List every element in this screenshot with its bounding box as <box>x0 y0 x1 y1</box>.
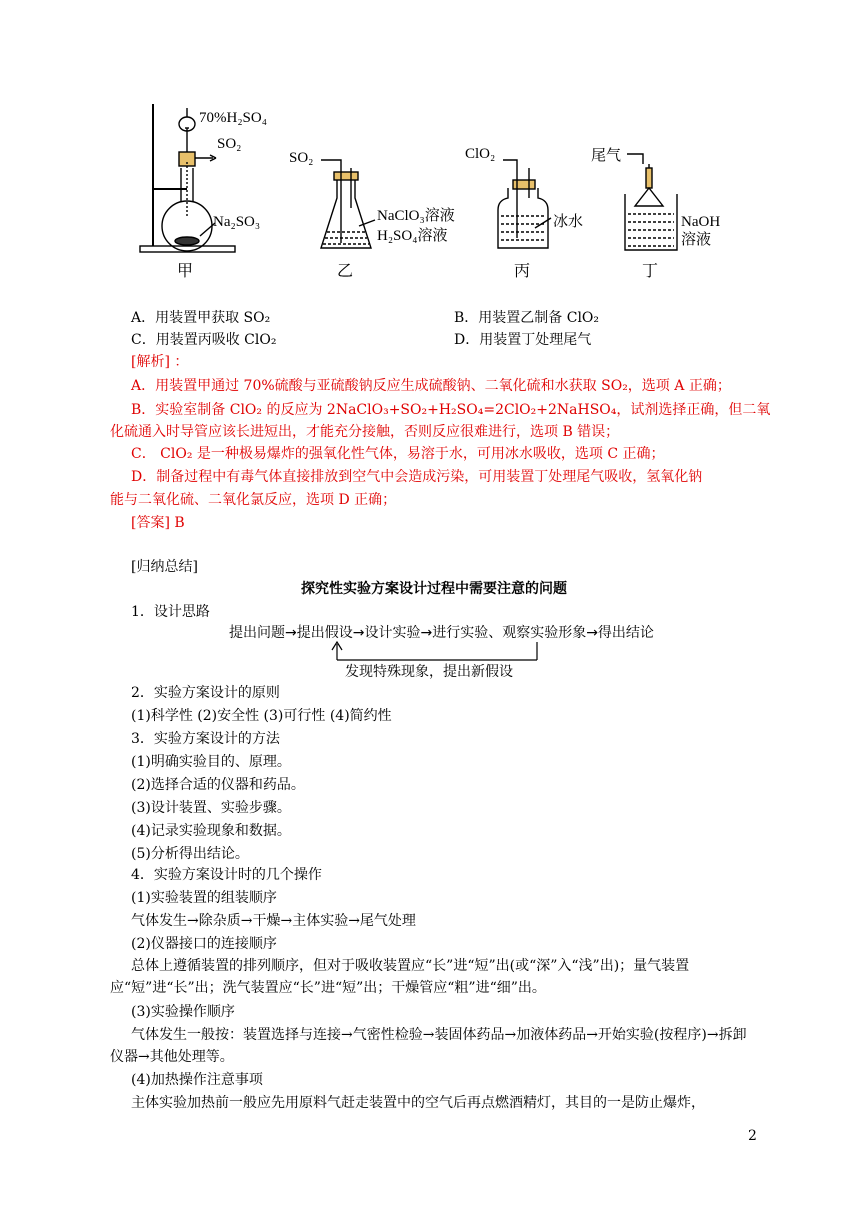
option-c: C．用装置丙吸收 ClO₂ <box>131 332 277 348</box>
label-bing-sol: 冰水 <box>553 212 584 230</box>
op-4-text: 主体实验加热前一般应先用原料气赶走装置中的空气后再点燃酒精灯，其目的一是防止爆炸， <box>131 1095 705 1111</box>
option-a: A．用装置甲获取 SO₂ <box>131 310 271 326</box>
op-1-text: 气体发生→除杂质→干燥→主体实验→尾气处理 <box>131 913 416 929</box>
label-jia-acid: 70%H₂SO₄ <box>199 110 267 126</box>
option-d: D．用装置丁处理尾气 <box>454 332 592 348</box>
op-3-heading: (3)实验操作顺序 <box>131 1004 235 1020</box>
op-2-heading: (2)仪器接口的连接顺序 <box>131 936 277 952</box>
method-5: (5)分析得出结论。 <box>131 846 249 862</box>
label-yi-sol2: H₂SO₄溶液 <box>377 228 448 244</box>
label-jia-gas: SO₂ <box>217 136 242 152</box>
apparatus-yi <box>321 160 375 248</box>
option-b: B．用装置乙制备 ClO₂ <box>454 310 600 326</box>
section-2-heading: 2．实验方案设计的原则 <box>131 685 280 701</box>
label-yi-sol1: NaClO₃溶液 <box>377 208 455 224</box>
label-bing-name: 丙 <box>514 261 531 280</box>
label-ding-name: 丁 <box>642 261 659 280</box>
flow-back-text: 发现特殊现象，提出新假设 <box>345 664 513 680</box>
summary-title: 探究性实验方案设计过程中需要注意的问题 <box>301 581 567 597</box>
analysis-d2: 能与二氧化硫、二氧化氯反应，选项 D 正确； <box>110 492 397 508</box>
label-yi-gas: SO₂ <box>289 150 314 166</box>
summary-tag: [归纳总结] <box>131 559 198 575</box>
label-ding-sol2: 溶液 <box>681 230 712 248</box>
apparatus-figure <box>125 98 745 288</box>
op-3-text: 气体发生一般按：装置选择与连接→气密性检验→装固体药品→加液体药品→开始实验(按程序)→拆卸仪器→其他处理等。 <box>110 1027 747 1065</box>
page-number: 2 <box>748 1128 757 1144</box>
label-bing-gas: ClO₂ <box>465 146 496 162</box>
design-flow-diagram <box>225 620 705 680</box>
analysis-b2: 化硫通入时导管应该长进短出，才能充分接触，否则反应很难进行，选项 B 错误； <box>110 424 620 440</box>
section-3-heading: 3．实验方案设计的方法 <box>131 731 280 747</box>
label-jia-name: 甲 <box>177 261 194 280</box>
section-1-heading: 1．设计思路 <box>131 604 210 620</box>
label-ding-gas: 尾气 <box>591 146 622 164</box>
analysis-c: C． ClO₂ 是一种极易爆炸的强氧化性气体，易溶于水，可用冰水吸收，选项 C 正确； <box>131 446 665 462</box>
analysis-heading: [解析] ： <box>131 354 189 370</box>
method-3: (3)设计装置、实验步骤。 <box>131 800 291 816</box>
apparatus-ding <box>625 154 677 250</box>
analysis-a: A．用装置甲通过 70%硫酸与亚硫酸钠反应生成硫酸钠、二氧化硫和水获取 SO₂，选项 A 正确； <box>131 378 731 394</box>
label-yi-name: 乙 <box>337 261 354 280</box>
analysis-d1: D．制备过程中有毒气体直接排放到空气中会造成污染，可用装置丁处理尾气吸收，氢氧化钠 <box>131 469 703 485</box>
flow-main-text: 提出问题→提出假设→设计实验→进行实验、观察实验形象→得出结论 <box>229 625 654 641</box>
op-4-heading: (4)加热操作注意事项 <box>131 1072 263 1088</box>
label-jia-solid: Na₂SO₃ <box>213 214 261 230</box>
principles: (1)科学性 (2)安全性 (3)可行性 (4)简约性 <box>131 708 392 724</box>
section-4-heading: 4．实验方案设计时的几个操作 <box>131 867 322 883</box>
op-2-text: 总体上遵循装置的排列顺序，但对于吸收装置应“长”进“短”出(或“深”入“浅”出)；量气装置应“短”进“长”出；洗气装置应“长”进“短”出；干燥管应“粗”进“细”出。 <box>110 958 690 996</box>
analysis-b1: B．实验室制备 ClO₂ 的反应为 2NaClO₃+SO₂+H₂SO₄=2ClO₂+2NaHSO₄，试剂选择正确，但二氧 <box>131 402 771 418</box>
label-ding-sol1: NaOH <box>681 214 721 230</box>
method-2: (2)选择合适的仪器和药品。 <box>131 777 305 793</box>
method-1: (1)明确实验目的、原理。 <box>131 754 291 770</box>
method-4: (4)记录实验现象和数据。 <box>131 823 291 839</box>
op-1-heading: (1)实验装置的组装顺序 <box>131 890 277 906</box>
analysis-answer: [答案] B <box>131 515 185 531</box>
apparatus-bing <box>498 160 551 248</box>
